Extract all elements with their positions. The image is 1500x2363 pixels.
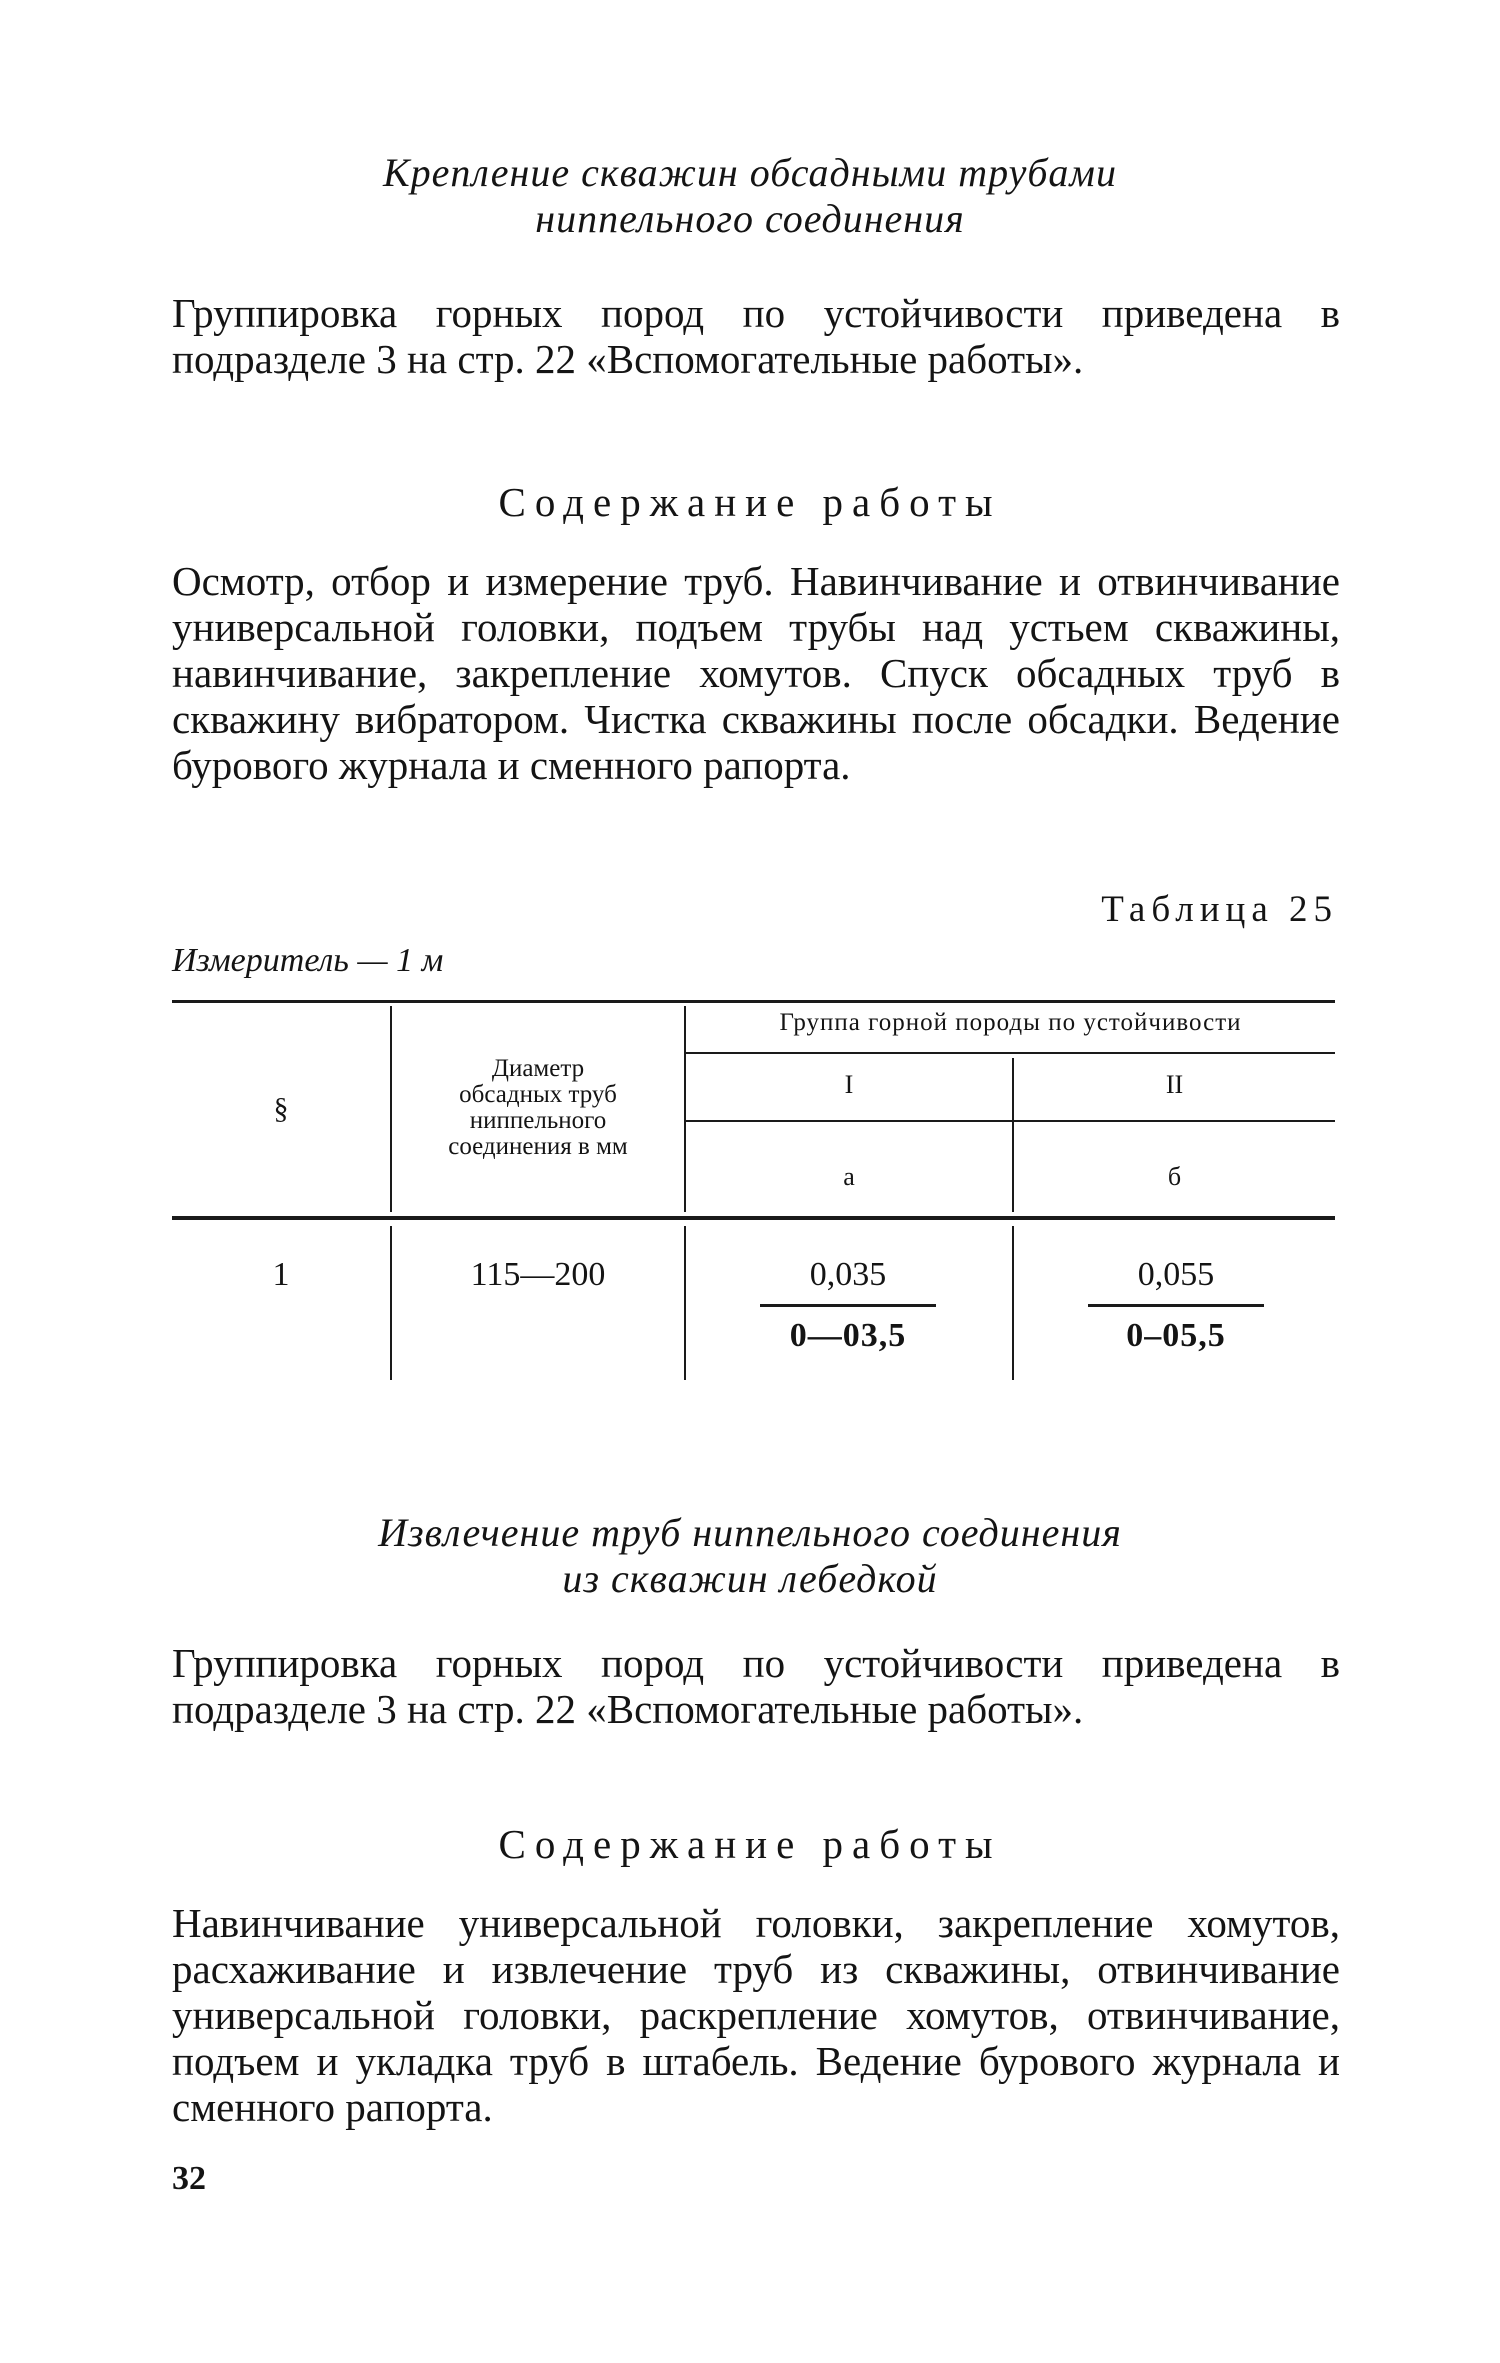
section2-title-line2: из скважин лебедкой — [562, 1556, 938, 1601]
section1-title-line1: Крепление скважин обсадными трубами — [383, 150, 1117, 195]
header-section-symbol: § — [273, 1092, 289, 1125]
section1-intro: Группировка горных пород по устойчивости приведена в подразделе 3 на стр. 22 «Вспомогательные работы». — [172, 290, 1340, 382]
table-unit-label: Измеритель — 1 м — [172, 942, 444, 979]
table-vrule-5 — [684, 1226, 686, 1380]
row-group1-denominator: 0—03,5 — [789, 1317, 907, 1354]
row-group2-fraction — [1088, 1256, 1264, 1355]
section2-title — [170, 1510, 1330, 1602]
header-group-title: Группа горной породы по устойчивости — [779, 1009, 1242, 1036]
table-vrule-4 — [390, 1226, 392, 1380]
row-group1-fraction — [760, 1256, 936, 1355]
table-vrule-6 — [1012, 1226, 1014, 1380]
row-group2-numerator: 0,055 — [1088, 1256, 1264, 1307]
header-diameter-line1: Диаметр — [491, 1055, 585, 1082]
page-number: 32 — [172, 2160, 206, 2197]
section1-title-line2: ниппельного соединения — [535, 196, 965, 241]
header-col-a: а — [843, 1162, 855, 1191]
header-diameter-line2: обсадных труб — [459, 1081, 617, 1108]
table-caption: Таблица 25 — [1101, 889, 1338, 930]
section2-content-text: Навинчивание универсальной головки, закрепление хомутов, расхаживание и извлечение труб из скважины, отвинчивание универсальной головки, раскрепление хомутов, отвинчивание, подъем и укладка труб в штабель. Ведение бурового журнала и сменного рапорта. — [172, 1900, 1340, 2130]
table-subgroup-rule — [686, 1120, 1335, 1122]
table-header-bottom-rule — [172, 1216, 1335, 1220]
row-group1-numerator: 0,035 — [760, 1256, 936, 1307]
section2-content-heading: Содержание работы — [498, 1821, 1002, 1867]
header-diameter-line3: ниппельного — [469, 1107, 607, 1134]
header-group-2: II — [1165, 1070, 1184, 1099]
row-section: 1 — [272, 1256, 290, 1293]
row-diameter: 115—200 — [470, 1256, 606, 1293]
section1-content-text: Осмотр, отбор и измерение труб. Навинчивание и отвинчивание универсальной головки, подъем трубы над устьем скважины, навинчивание, закрепление хомутов. Спуск обсадных труб в скважину вибратором. Чистка скважины после обсадки. Ведение бурового журнала и сменного рапорта. — [172, 558, 1340, 788]
section1-title — [170, 150, 1330, 242]
section1-content-heading: Содержание работы — [498, 479, 1002, 525]
header-diameter — [392, 1056, 684, 1160]
header-diameter-line4: соединения в мм — [448, 1133, 628, 1160]
table-group-rule — [686, 1052, 1335, 1054]
row-group2-denominator: 0–05,5 — [1126, 1317, 1226, 1354]
header-col-b: б — [1167, 1162, 1182, 1191]
section2-intro: Группировка горных пород по устойчивости приведена в подразделе 3 на стр. 22 «Вспомогательные работы». — [172, 1640, 1340, 1732]
section2-title-line1: Извлечение труб ниппельного соединения — [378, 1510, 1122, 1555]
table-top-rule — [172, 1000, 1335, 1003]
header-group-1: I — [844, 1070, 854, 1099]
